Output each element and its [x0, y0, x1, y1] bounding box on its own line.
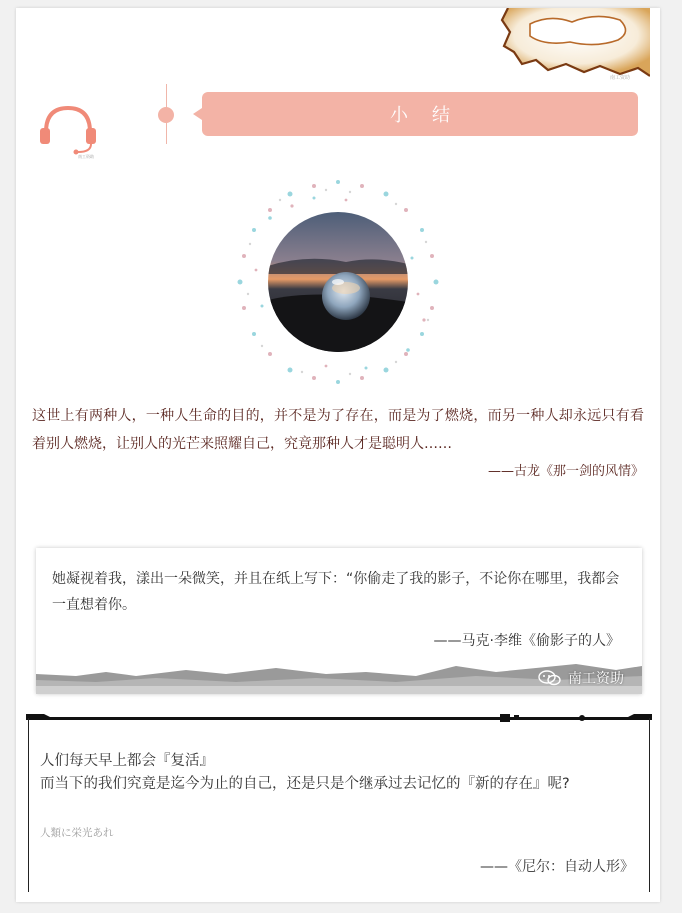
quote-card-levy [36, 548, 642, 694]
section-banner [202, 92, 638, 136]
quote-nier-text [40, 750, 638, 796]
quote-gulong-text: 这世上有两种人，一种人生命的目的，并不是为了存在，而是为了燃烧，而另一种人却永远只有看着别人燃烧，让别人的光芒来照耀自己，究竟那种人才是聪明人…… [32, 408, 644, 452]
quote-card-nier [26, 708, 652, 902]
burnt-paper-decoration [500, 8, 650, 83]
quote-levy-text: 她凝视着我，漾出一朵微笑，并且在纸上写下：“你偷走了我的影子，不论你在哪里，我都会一直想着你。 [52, 571, 620, 613]
wechat-watermark [538, 668, 624, 688]
quote-gulong [32, 402, 644, 486]
burnt-watermark: 南工资助 [609, 75, 630, 81]
nier-frame-left [28, 718, 29, 892]
quote-nier-line2: 而当下的我们究竟是迄今为止的自己，还是只是个继承过去记忆的『新的存在』呢? [40, 776, 570, 792]
wechat-watermark-label: 南工资助 [568, 671, 624, 687]
nier-frame-right [649, 718, 650, 892]
quote-nier-subtitle: 人類に栄光あれ [40, 827, 114, 839]
section-title: 小结 [390, 105, 474, 126]
header-divider-dot [158, 107, 174, 123]
quote-nier-attribution: ——《尼尔：自动人形》 [480, 859, 634, 875]
article-page [16, 8, 660, 902]
headset-watermark: 南工资助 [78, 154, 94, 159]
headset-icon [38, 100, 98, 160]
quote-nier-line1: 人们每天早上都会『复活』 [40, 753, 214, 769]
quote-gulong-attribution: ——古龙《那一剑的风情》 [487, 464, 644, 479]
wechat-icon [538, 670, 562, 686]
quote-levy-attribution: ——马克·李维《偷影子的人》 [433, 633, 620, 649]
nier-frame-top [26, 708, 652, 724]
crystal-ball-image [226, 170, 450, 394]
